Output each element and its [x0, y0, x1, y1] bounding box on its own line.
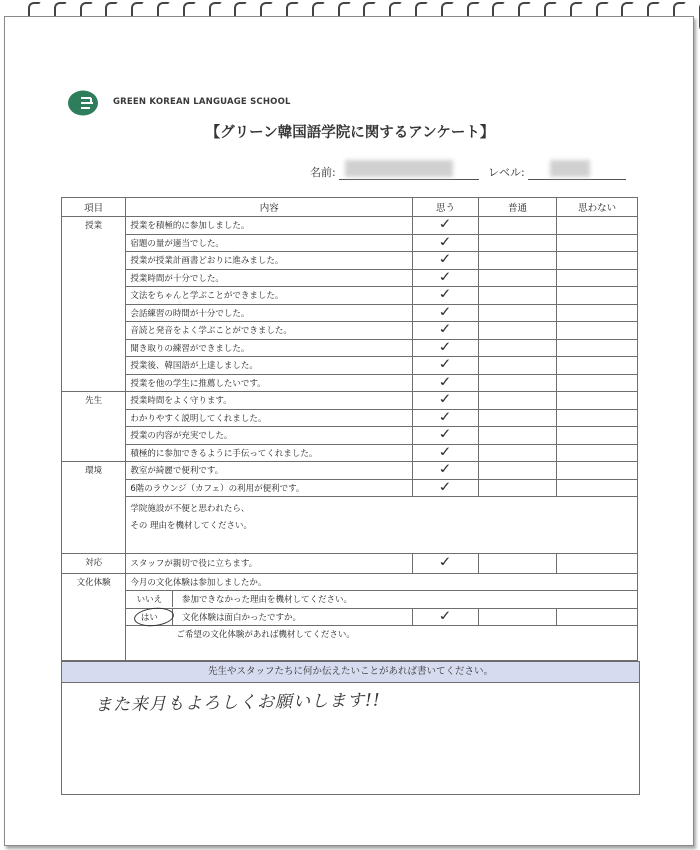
- check-mark-icon: ✓: [437, 269, 454, 286]
- table-row: [62, 462, 638, 480]
- question-text: 聞き取りの練習ができました。: [126, 339, 413, 357]
- table-row: [62, 591, 638, 609]
- disagree-cell[interactable]: [557, 252, 638, 270]
- question-text: 授業が授業計画書どおりに進みました。: [126, 252, 413, 270]
- neutral-cell[interactable]: [478, 304, 557, 322]
- header-agree: 思う: [413, 198, 478, 217]
- disagree-cell[interactable]: [557, 322, 638, 340]
- table-row: [62, 444, 638, 462]
- category-class: 授業: [62, 217, 126, 392]
- culture-wish-box[interactable]: [126, 626, 638, 661]
- header-neutral: 普通: [478, 198, 557, 217]
- question-text: 授業の内容が充実でした。: [126, 427, 413, 445]
- check-mark-icon: ✓: [437, 461, 454, 478]
- neutral-cell[interactable]: [478, 287, 557, 305]
- disagree-cell[interactable]: [557, 217, 638, 235]
- level-blank[interactable]: [528, 165, 626, 180]
- check-mark-icon: ✓: [437, 479, 454, 496]
- neutral-cell[interactable]: [478, 269, 557, 287]
- table-row: [62, 554, 638, 574]
- neutral-cell[interactable]: [478, 217, 557, 235]
- neutral-cell[interactable]: [478, 234, 557, 252]
- agree-cell[interactable]: [413, 287, 478, 305]
- agree-cell[interactable]: [413, 252, 478, 270]
- table-row: [62, 269, 638, 287]
- disagree-cell[interactable]: [557, 479, 638, 497]
- category-environment: 環境: [62, 462, 126, 554]
- table-row: [62, 234, 638, 252]
- category-service: 対応: [62, 554, 126, 574]
- message-prompt-bar: 先生やスタッフたちに何か伝えたいことがあれば書いてください。: [61, 661, 640, 683]
- agree-cell[interactable]: [413, 554, 478, 574]
- neutral-cell[interactable]: [478, 357, 557, 375]
- question-text: 会話練習の時間が十分でした。: [126, 304, 413, 322]
- table-row: [62, 217, 638, 235]
- agree-cell[interactable]: [413, 269, 478, 287]
- neutral-cell[interactable]: [478, 409, 557, 427]
- neutral-cell[interactable]: [478, 462, 557, 480]
- category-teacher: 先生: [62, 392, 126, 462]
- school-name: GREEN KOREAN LANGUAGE SCHOOL: [113, 97, 291, 107]
- question-text: わかりやすく説明してくれました。: [126, 409, 413, 427]
- redacted-name: [345, 160, 453, 177]
- agree-cell[interactable]: [413, 462, 478, 480]
- facility-comment-box[interactable]: [126, 497, 638, 554]
- agree-cell[interactable]: [413, 234, 478, 252]
- header-disagree: 思わない: [557, 198, 638, 217]
- neutral-cell[interactable]: [478, 374, 557, 392]
- agree-cell[interactable]: [413, 444, 478, 462]
- question-text: 6階のラウンジ（カフェ）の利用が便利です。: [126, 479, 413, 497]
- check-mark-icon: ✓: [437, 304, 454, 321]
- neutral-cell[interactable]: [478, 608, 557, 626]
- question-text: 授業時間が十分でした。: [126, 269, 413, 287]
- table-row: [62, 252, 638, 270]
- disagree-cell[interactable]: [557, 304, 638, 322]
- table-row: [62, 409, 638, 427]
- disagree-cell[interactable]: [557, 427, 638, 445]
- question-text: 授業時間をよく守ります。: [126, 392, 413, 410]
- level-field[interactable]: [488, 164, 626, 180]
- check-mark-icon: ✓: [437, 216, 454, 233]
- header-row: [62, 198, 638, 217]
- header-content: 内容: [126, 198, 413, 217]
- neutral-cell[interactable]: [478, 479, 557, 497]
- handwritten-message: また来月もよろしくお願いします!!: [94, 690, 381, 716]
- check-mark-icon: ✓: [437, 426, 454, 443]
- question-text: 文法をちゃんと学ぶことができました。: [126, 287, 413, 305]
- question-text: 積極的に参加できるように手伝ってくれました。: [126, 444, 413, 462]
- disagree-cell[interactable]: [557, 339, 638, 357]
- question-text: 授業を積極的に参加しました。: [126, 217, 413, 235]
- check-mark-icon: ✓: [437, 339, 454, 356]
- table-row: [62, 427, 638, 445]
- neutral-cell[interactable]: [478, 322, 557, 340]
- disagree-cell[interactable]: [557, 357, 638, 375]
- disagree-cell[interactable]: [557, 608, 638, 626]
- neutral-cell[interactable]: [478, 444, 557, 462]
- disagree-cell[interactable]: [557, 287, 638, 305]
- agree-cell[interactable]: [413, 479, 478, 497]
- culture-no-text: 参加できなかった理由を機材してください。: [182, 595, 353, 606]
- table-row: [62, 374, 638, 392]
- culture-yes-text: 文化体験は面白かったですか。: [182, 612, 302, 623]
- check-mark-icon: ✓: [437, 554, 454, 571]
- check-mark-icon: ✓: [437, 374, 454, 391]
- check-mark-icon: ✓: [437, 608, 454, 625]
- question-text: 教室が綺麗で便利です。: [126, 462, 413, 480]
- agree-cell[interactable]: [413, 608, 478, 626]
- neutral-cell[interactable]: [478, 252, 557, 270]
- check-mark-icon: ✓: [437, 356, 454, 373]
- name-label: 名前:: [310, 166, 336, 179]
- check-mark-icon: ✓: [437, 234, 454, 251]
- level-label: レベル:: [488, 166, 525, 179]
- check-mark-icon: ✓: [437, 251, 454, 268]
- school-logo-icon: [67, 89, 103, 117]
- name-blank[interactable]: [339, 165, 479, 180]
- table-row: [62, 304, 638, 322]
- agree-cell[interactable]: [413, 217, 478, 235]
- check-mark-icon: ✓: [437, 321, 454, 338]
- choice-yes[interactable]: [126, 609, 173, 625]
- check-mark-icon: ✓: [437, 409, 454, 426]
- culture-yes-row: [126, 608, 413, 626]
- check-mark-icon: ✓: [437, 444, 454, 461]
- disagree-cell[interactable]: [557, 409, 638, 427]
- table-row: [62, 626, 638, 661]
- table-row: [62, 357, 638, 375]
- survey-table: [61, 197, 638, 661]
- agree-cell[interactable]: [413, 322, 478, 340]
- table-row: [62, 287, 638, 305]
- disagree-cell[interactable]: [557, 462, 638, 480]
- disagree-cell[interactable]: [557, 392, 638, 410]
- agree-cell[interactable]: [413, 427, 478, 445]
- check-mark-icon: ✓: [437, 391, 454, 408]
- disagree-cell[interactable]: [557, 554, 638, 574]
- table-row: [62, 608, 638, 626]
- check-mark-icon: ✓: [437, 286, 454, 303]
- agree-cell[interactable]: [413, 409, 478, 427]
- culture-no-row: [126, 591, 638, 609]
- table-row: [62, 322, 638, 340]
- neutral-cell[interactable]: [478, 339, 557, 357]
- neutral-cell[interactable]: [478, 554, 557, 574]
- agree-cell[interactable]: [413, 357, 478, 375]
- facility-note-line2: その 理由を機材してください。: [130, 521, 253, 531]
- disagree-cell[interactable]: [557, 374, 638, 392]
- table-row: [62, 392, 638, 410]
- circled-yes: はい: [140, 612, 158, 623]
- disagree-cell[interactable]: [557, 444, 638, 462]
- table-row: [62, 479, 638, 497]
- table-row: [62, 573, 638, 591]
- neutral-cell[interactable]: [478, 427, 557, 445]
- disagree-cell[interactable]: [557, 234, 638, 252]
- choice-no[interactable]: いいえ: [126, 591, 173, 607]
- agree-cell[interactable]: [413, 374, 478, 392]
- question-text: 授業を他の学生に推薦したいです。: [126, 374, 413, 392]
- name-field[interactable]: [310, 164, 479, 180]
- header-category: 項目: [62, 198, 126, 217]
- table-row: [62, 339, 638, 357]
- agree-cell[interactable]: [413, 304, 478, 322]
- category-culture: 文化体験: [62, 573, 126, 661]
- agree-cell[interactable]: [413, 392, 478, 410]
- agree-cell[interactable]: [413, 339, 478, 357]
- redacted-level: [550, 160, 590, 177]
- survey-title: 【グリーン韓国語学院に関するアンケート】: [205, 125, 495, 141]
- facility-note-line1: 学院施設が不便と思われたら、: [130, 504, 250, 514]
- culture-question: 今月の文化体験は参加しましたか。: [126, 573, 638, 591]
- table-row: [62, 497, 638, 554]
- disagree-cell[interactable]: [557, 269, 638, 287]
- question-text: 授業後、韓国語が上達しました。: [126, 357, 413, 375]
- question-text: 音読と発音をよく学ぶことができました。: [126, 322, 413, 340]
- question-text: 宿題の量が適当でした。: [126, 234, 413, 252]
- neutral-cell[interactable]: [478, 392, 557, 410]
- culture-wish-text: ご希望の文化体験があれば機材してください。: [176, 630, 355, 640]
- question-text: スタッフが親切で役に立ちます。: [126, 554, 413, 574]
